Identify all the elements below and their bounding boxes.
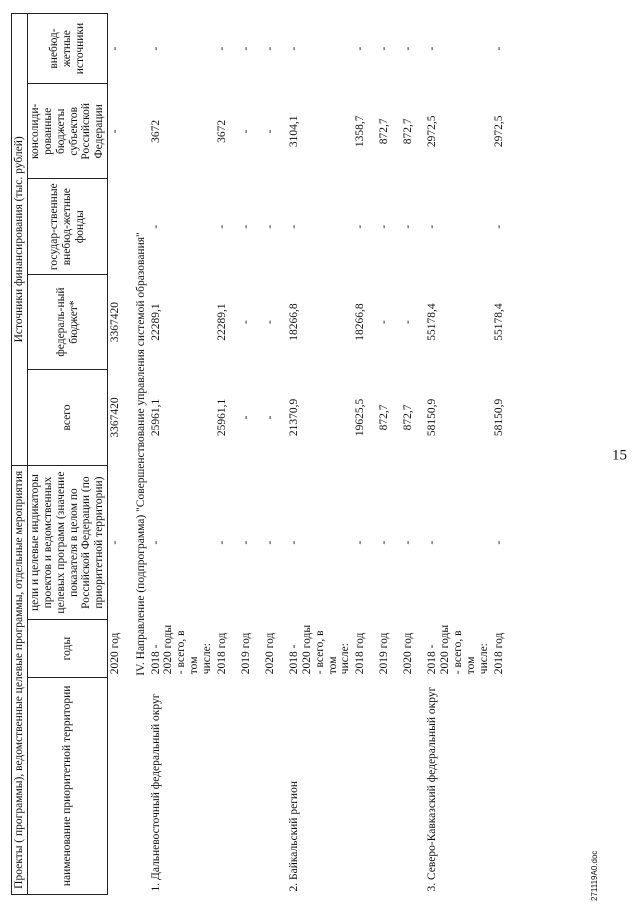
cell-years: 2018 год: [354, 632, 367, 675]
cell-state-funds: -: [263, 224, 276, 229]
cell-indicator: -: [492, 540, 505, 545]
cell-indicator: -: [354, 540, 367, 545]
financing-table: [11, 13, 516, 895]
cell-state-funds: -: [149, 224, 162, 229]
cell-years: 2019 год: [239, 632, 252, 675]
cell-total: -: [263, 415, 276, 420]
cell-total: 872,7: [402, 404, 415, 431]
cell-extra: -: [109, 46, 122, 51]
table-row: [353, 14, 377, 895]
data-rows: [149, 14, 516, 895]
cell-federal: -: [402, 320, 415, 325]
cell-federal: -: [263, 320, 276, 325]
cell-federal: -: [378, 320, 391, 325]
cell-extra: -: [492, 46, 505, 51]
table-row: [149, 14, 215, 895]
table-row: [377, 14, 401, 895]
cell-federal: 55178,4: [426, 303, 439, 341]
header-territory: наименование приоритетной территории: [27, 677, 107, 894]
cell-consolidated: -: [239, 129, 252, 134]
cell-federal: 55178,4: [492, 303, 505, 341]
cell-territory: [377, 677, 401, 894]
table-row: [108, 14, 134, 895]
cell-state-funds: -: [492, 224, 505, 229]
cell-territory: [239, 677, 263, 894]
cell-territory: [353, 677, 377, 894]
cell-state-funds: -: [239, 224, 252, 229]
cell-federal: 18266,8: [287, 303, 300, 341]
cell-state-funds: -: [378, 224, 391, 229]
cell-consolidated: 2972,5: [426, 115, 439, 148]
cell-consolidated: 872,7: [402, 118, 415, 145]
cell-years: 2018 год: [492, 632, 505, 675]
cell-extra: -: [354, 46, 367, 51]
cell-indicator: -: [149, 540, 162, 545]
cell-territory: [401, 677, 425, 894]
cell-federal: 18266,8: [354, 303, 367, 341]
cell-indicator: -: [109, 540, 122, 545]
section-row: [134, 14, 149, 895]
cell-indicator: -: [378, 540, 391, 545]
cell-indicator: -: [239, 540, 252, 545]
cell-years: 2020 год: [109, 632, 122, 675]
cell-total: 25961,1: [149, 398, 162, 437]
cell-total: 872,7: [378, 404, 391, 431]
document-id: 271119A0.doc: [590, 850, 599, 901]
table-row: [263, 14, 287, 895]
table-row: [287, 14, 353, 895]
cell-indicator: -: [263, 540, 276, 545]
cell-indicator: -: [402, 540, 415, 545]
cell-federal: 3367420: [109, 301, 122, 343]
header-state-funds: государ-ственные внебюд-жетные фонды: [27, 179, 107, 274]
cell-total: 58150,9: [492, 398, 505, 437]
header-federal: федераль-ный бюджет*: [27, 274, 107, 369]
cell-years: 2018 - 2020 годы - всего, в том числе:: [426, 624, 490, 675]
cell-years: 2020 год: [402, 632, 415, 675]
cell-state-funds: -: [215, 224, 228, 229]
header-projects: Проекты ( программы), ведомственные целевые программы, отдельные мероприятия: [12, 465, 28, 894]
table-row: [215, 14, 239, 895]
header-extrabudget: внебюд-жетные источники: [27, 14, 107, 84]
table-header: [12, 14, 108, 895]
table-row: [425, 14, 491, 895]
cell-territory: 2. Байкальский регион: [287, 781, 300, 892]
cell-total: 19625,5: [354, 398, 367, 437]
cell-indicator: -: [426, 540, 439, 545]
header-consolidated: консолиди-рованные бюджеты субъектов Российской Федерации: [27, 84, 107, 179]
header-indicators: цели и целевые индикаторы проектов и ведомственных целевых программ (значение показателя в целом по Российской Федерации (по приоритетной территории): [27, 465, 107, 620]
cell-extra: -: [402, 46, 415, 51]
cell-territory: 1. Дальневосточный федеральный округ: [149, 693, 162, 892]
cell-consolidated: -: [109, 129, 122, 134]
header-total: всего: [27, 370, 107, 465]
cell-total: 58150,9: [426, 398, 439, 437]
cell-extra: -: [215, 46, 228, 51]
cell-extra: -: [239, 46, 252, 51]
cell-total: 21370,9: [287, 398, 300, 437]
cell-total: 3367420: [109, 397, 122, 438]
cell-state-funds: -: [426, 224, 439, 229]
header-years: годы: [27, 620, 107, 677]
cell-indicator: -: [215, 540, 228, 545]
cell-years: 2019 год: [378, 632, 391, 675]
cell-territory: [215, 677, 239, 894]
cell-extra: -: [287, 46, 300, 51]
cell-federal: 22289,1: [215, 303, 228, 341]
cell-federal: 22289,1: [149, 303, 162, 341]
table-row: [492, 14, 516, 895]
cell-consolidated: 3104,1: [287, 115, 300, 148]
cell-total: -: [239, 415, 252, 420]
cell-years: 2018 - 2020 годы - всего, в том числе:: [149, 624, 213, 675]
cell-extra: -: [149, 46, 162, 51]
cell-years: 2018 - 2020 годы - всего, в том числе:: [287, 624, 352, 675]
cell-extra: -: [378, 46, 391, 51]
cell-consolidated: 872,7: [378, 118, 391, 145]
page-number: 15: [612, 447, 627, 464]
cell-consolidated: 3672: [215, 119, 228, 143]
cell-consolidated: 2972,5: [492, 115, 505, 148]
cell-consolidated: 3672: [149, 119, 162, 143]
header-sources: Источники финансирования (тыс. рублей): [12, 14, 28, 466]
cell-state-funds: -: [287, 224, 300, 229]
table-body: [108, 14, 149, 895]
cell-state-funds: [108, 179, 134, 274]
table-row: [401, 14, 425, 895]
cell-years: 2018 год: [215, 632, 228, 675]
cell-extra: -: [426, 46, 439, 51]
cell-territory: [263, 677, 287, 894]
section-title: IV. Направление (подпрограмма) "Совершенствование управления системой образования": [134, 232, 147, 676]
cell-years: 2020 год: [263, 632, 276, 675]
cell-total: 25961,1: [215, 398, 228, 437]
cell-territory: [492, 677, 516, 894]
cell-state-funds: -: [402, 224, 415, 229]
cell-consolidated: -: [263, 129, 276, 134]
cell-consolidated: 1358,7: [354, 115, 367, 148]
table-row: [239, 14, 263, 895]
cell-territory: 3. Северо-Кавказский федеральный округ: [426, 686, 439, 892]
cell-state-funds: -: [354, 224, 367, 229]
cell-federal: -: [239, 320, 252, 325]
cell-indicator: -: [287, 540, 300, 545]
cell-extra: -: [263, 46, 276, 51]
